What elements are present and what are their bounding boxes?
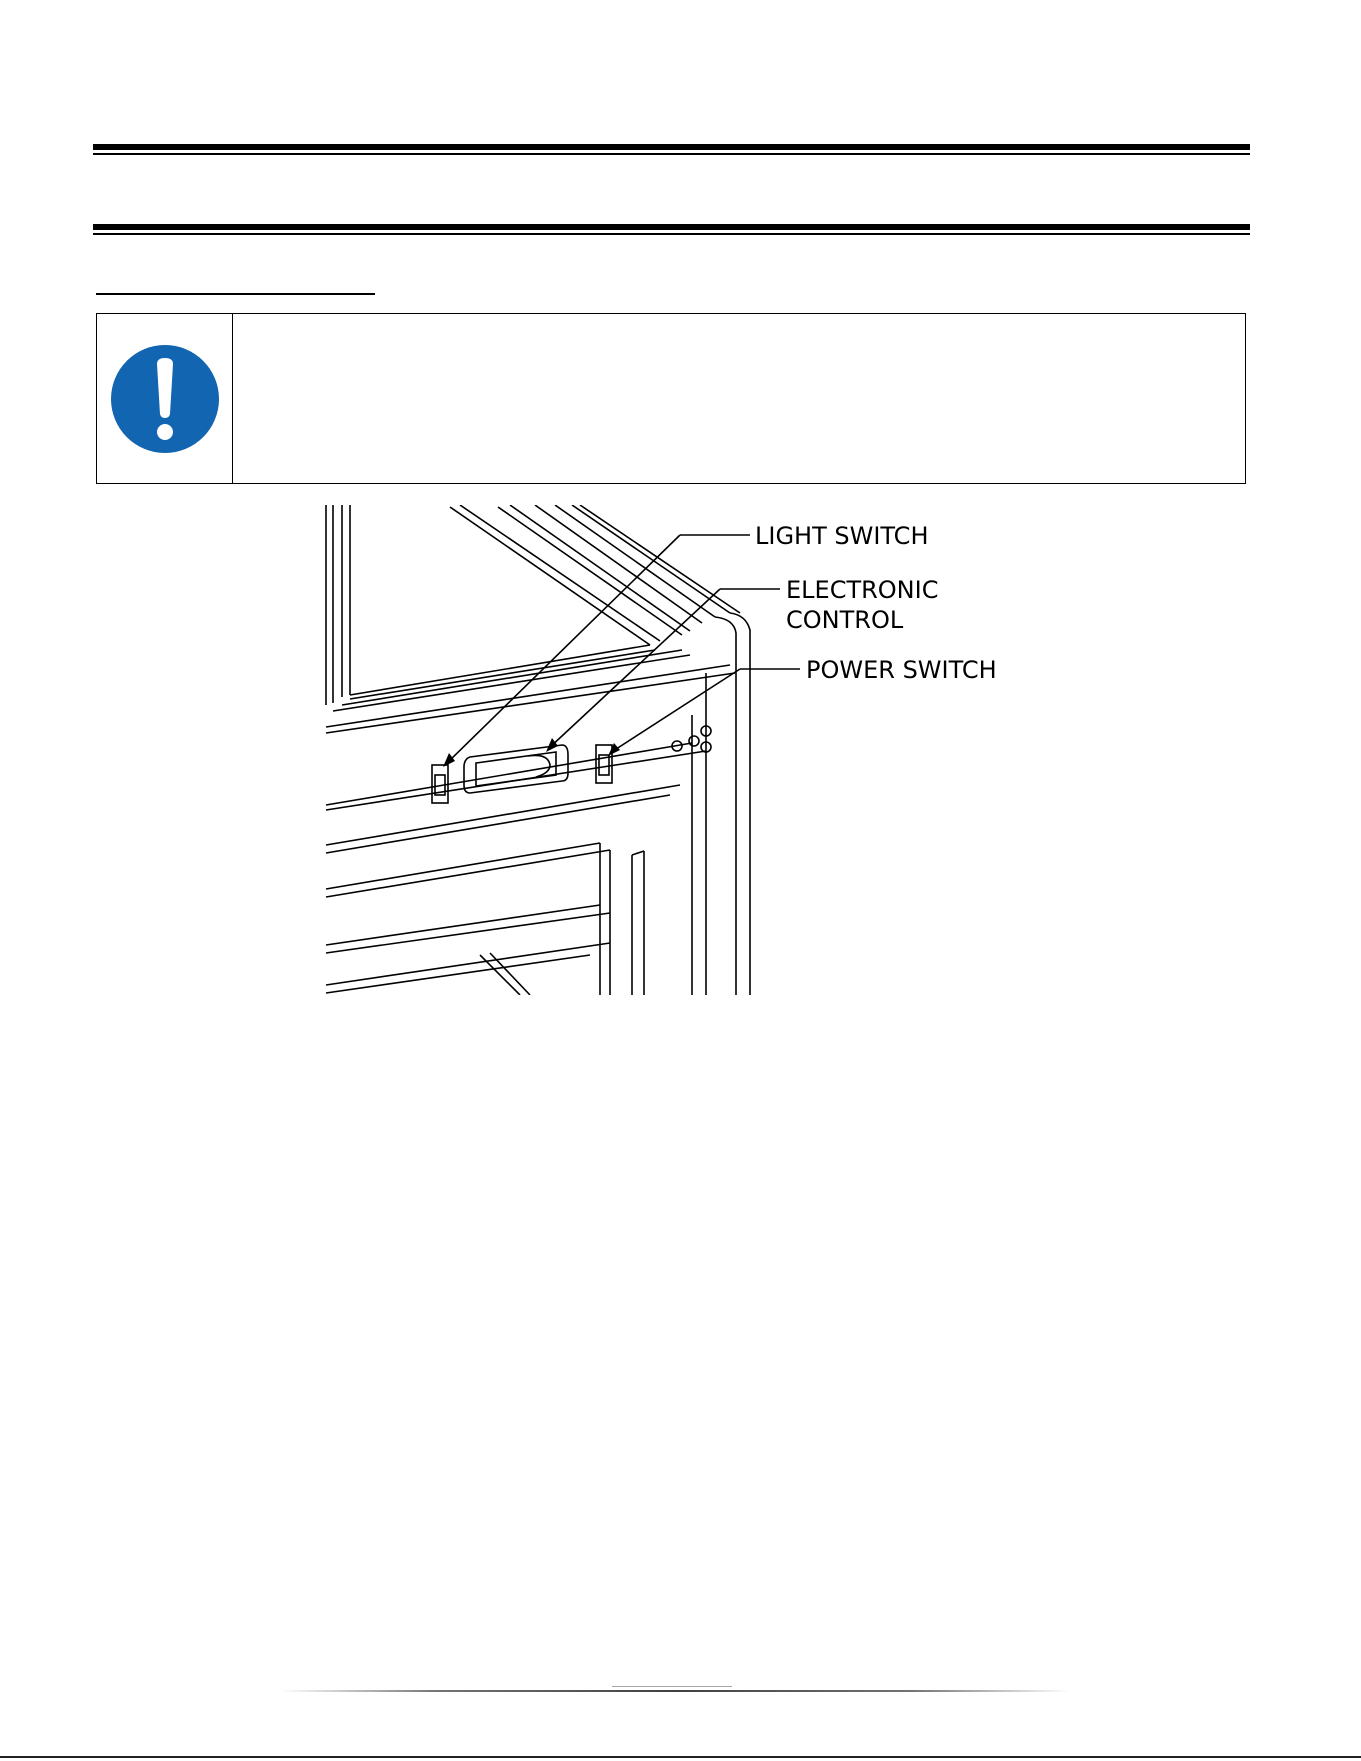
notice-icon-cell bbox=[97, 314, 233, 483]
footer-mark bbox=[612, 1686, 732, 1687]
notice-box bbox=[96, 313, 1246, 484]
footer-rule bbox=[280, 1690, 1070, 1692]
control-panel-drawing bbox=[310, 505, 1010, 995]
electronic-control-label-line2: CONTROL bbox=[786, 606, 904, 634]
page-bottom-edge bbox=[0, 1756, 1361, 1758]
top-double-rule bbox=[93, 144, 1250, 155]
section-double-rule bbox=[93, 224, 1250, 235]
subheading-underline bbox=[96, 293, 375, 295]
light-switch-label: LIGHT SWITCH bbox=[755, 522, 929, 550]
electronic-control-label-line1: ELECTRONIC bbox=[786, 576, 939, 604]
control-panel-figure bbox=[310, 505, 1010, 995]
power-switch-label: POWER SWITCH bbox=[806, 656, 997, 684]
notice-text-cell bbox=[233, 314, 1245, 483]
exclamation-icon bbox=[110, 344, 220, 454]
